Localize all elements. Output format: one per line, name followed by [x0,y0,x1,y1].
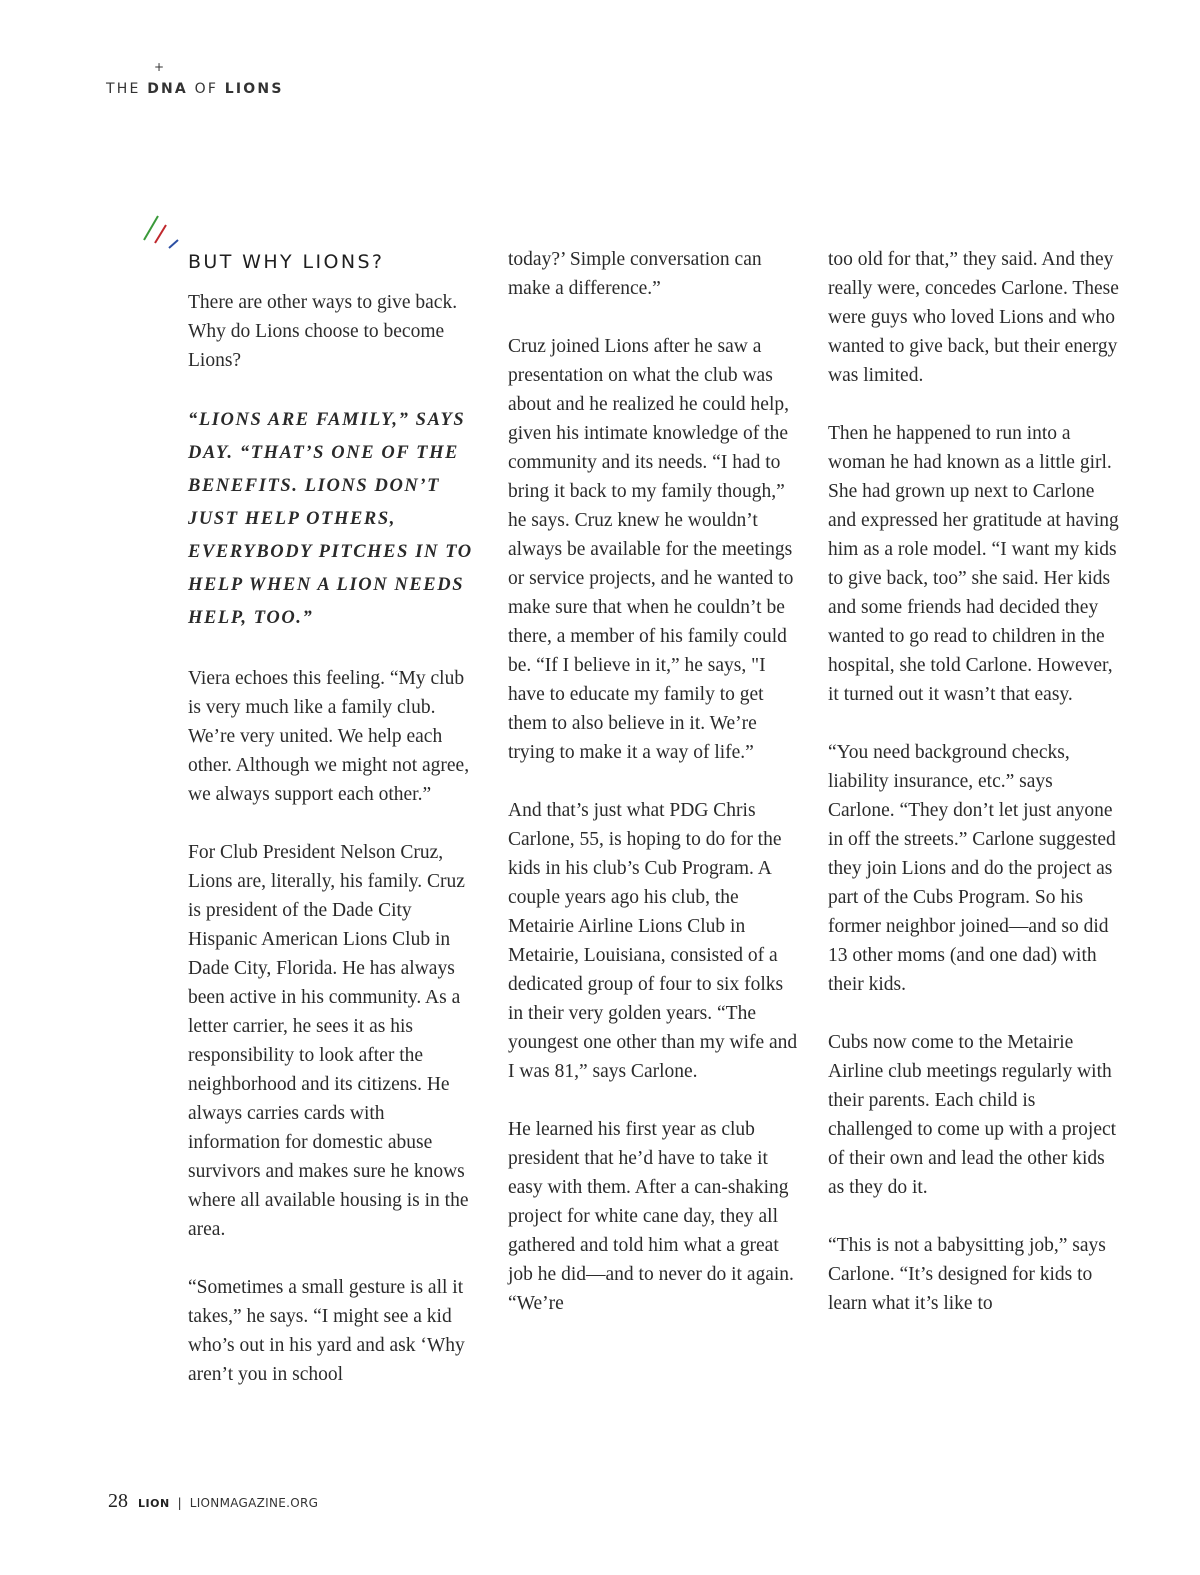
red-slash [155,225,166,243]
page-number: 28 [108,1490,128,1512]
blue-slash [169,240,178,248]
body-paragraph: He learned his first year as club president that he’d have to take it easy with them. After a can-shaking project for white cane day, they all gathered and told him what a great job he did—and to never do it again. “We’re [508,1119,794,1314]
body-paragraph: today?’ Simple conversation can make a difference.” [508,249,762,299]
website-link[interactable]: LIONMAGAZINE.ORG [189,1496,319,1510]
body-paragraph: “This is not a babysitting job,” says Carlone. “It’s designed for kids to learn what it’s like to [828,1235,1106,1314]
body-paragraph: And that’s just what PDG Chris Carlone, 55, is hoping to do for the kids in his club’s Cub Program. A couple years ago his club, the Metairie Airline Lions Club in Metairie, Louisiana, consisted of a dedicated group of four to six folks in their very golden years. “The youngest one other than my wife and I was 81,” says Carlone. [508,800,798,1082]
body-paragraph: Cruz joined Lions after he saw a presentation on what the club was about and he realized he could help, given his intimate knowledge of the community and its needs. “I had to bring it back to my family though,” he says. Cruz knew he wouldn’t always be available for the meetings or service projects, and he wanted to make sure that when he couldn’t be there, a member of his family could be. “If I believe in it,” he says, "I have to educate my family to get them to also believe in it. We’re trying to make it a way of life.” [508,336,794,763]
section-heading: BUT WHY LIONS? [188,251,385,273]
page-footer [108,1490,318,1513]
plus-mark: + [154,60,165,74]
body-paragraph: “You need background checks, liability insurance, etc.” says Carlone. “They don’t let just anyone in off the streets.” Carlone suggested they join Lions and do the project as part of the Cubs Program. So his former neighbor joined—and so did 13 other moms (and one dad) with their kids. [828,742,1116,995]
section-label-lions: LIONS [224,81,284,97]
pull-quote: “LIONS ARE FAMILY,” SAYS DAY. “THAT’S ONE OF THE BENEFITS. LIONS DON’T JUST HELP OTHERS, EVERYBODY PITCHES IN TO HELP WHEN A LION NEEDS HELP, TOO.” [188,410,473,628]
section-label-the: THE [106,81,141,97]
body-paragraph: Viera echoes this feeling. “My club is very much like a family club. We’re very united. We help each other. Although we might not agree, we always support each other.” [188,668,470,805]
section-label-of: OF [194,81,219,97]
body-paragraph: too old for that,” they said. And they really were, concedes Carlone. These were guys who loved Lions and who wanted to give back, but their energy was limited. [828,249,1119,386]
footer-separator: | [177,1496,182,1510]
article-column-1 [188,245,480,1418]
body-paragraph: For Club President Nelson Cruz, Lions are, literally, his family. Cruz is president of the Dade City Hispanic American Lions Club in Dade City, Florida. He has always been active in his community. As a letter carrier, he sees it as his responsibility to look after the neighborhood and its citizens. He always carries cards with information for domestic abuse survivors and makes sure he knows where all available housing is in the area. [188,842,469,1240]
section-label [106,81,284,97]
article-column-2 [508,245,800,1347]
magazine-brand: LION [138,1497,170,1510]
section-label-dna: DNA [147,81,188,97]
body-paragraph: Then he happened to run into a woman he had known as a little girl. She had grown up next to Carlone and expressed her gratitude at having him as a role model. “I want my kids to give back, too” she said. Her kids and some friends had decided they wanted to go read to children in the hospital, she told Carlone. However, it turned out it wasn’t that easy. [828,423,1119,705]
body-paragraph: “Sometimes a small gesture is all it takes,” he says. “I might see a kid who’s out in his yard and ask ‘Why aren’t you in school [188,1277,465,1385]
intro-paragraph: There are other ways to give back. Why do Lions choose to become Lions? [188,292,458,371]
accent-slashes-icon [140,212,184,252]
article-column-3 [828,245,1120,1347]
green-slash [144,216,158,240]
body-paragraph: Cubs now come to the Metairie Airline club meetings regularly with their parents. Each child is challenged to come up with a project of their own and lead the other kids as they do it. [828,1032,1117,1198]
